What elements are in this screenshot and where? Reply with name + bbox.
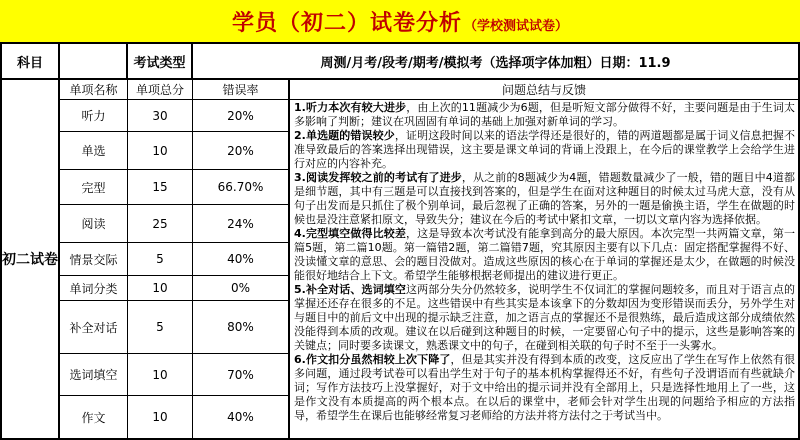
item-error: 0% (193, 276, 288, 301)
table-row (60, 132, 288, 170)
meta-row (0, 44, 800, 80)
header-item-score: 单项总分 (128, 80, 193, 100)
subject-label-cell: 科目 (2, 44, 60, 78)
exam-type-options-cell: 周测/月考/段考/期考/模拟考（选择项字体加粗）日期：11.9 (320, 55, 671, 71)
item-score: 5 (128, 301, 193, 354)
title-banner (0, 0, 800, 44)
table-row (60, 100, 288, 132)
header-error-rate: 错误率 (193, 80, 288, 100)
feedback-text (290, 100, 798, 438)
table-row (60, 243, 288, 276)
feedback-item-2: 2.单选题的错误较少，证明这段时间以来的语法学得还是很好的，错的两道题都是属于词义信息把握不准导致最后的答案选择出现错误，这主要是课文单词的背诵上没跟上，在今后的课堂教学上会给学生进行对应的内容补充。 (294, 129, 795, 170)
page-title: 学员（初二）试卷分析 (231, 10, 462, 36)
item-score: 10 (128, 132, 193, 170)
item-error: 70% (193, 354, 288, 396)
page-subtitle: （学校测试试卷） (464, 18, 569, 34)
feedback-item-5: 5.补全对话、选词填空这两部分失分仍然较多，说明学生不仅词汇的掌握问题较多，而且对于语言点的掌握还还存在很多的不足。这些错误中有些其实是本该拿下的分数却因为变形错误而丢分，另外学生对与题目中的前后文中出现的提示缺乏注意，加之语言点的掌握还不是很熟练，最后造成这部分成绩依然没能得到本质的改观。建议在以后碰到这种题目的时候，一定要留心句子中的提示，这些是影响答案的关键点；同时要多读课文，熟悉课文中的句子，在碰到相关联的句子时不至于一头雾水。 (294, 283, 795, 352)
item-error: 20% (193, 100, 288, 132)
item-name: 情景交际 (60, 243, 128, 276)
table-row (60, 276, 288, 301)
table-row (60, 301, 288, 354)
item-name: 听力 (60, 100, 128, 132)
item-score: 10 (128, 276, 193, 301)
table-row (60, 396, 288, 438)
feedback-item-4: 4.完型填空做得比较差，这是导致本次考试没有能拿到高分的最大原因。本次完型一共两篇文章，第一篇5题，第二篇10题。第一篇错2题，第二篇错7题，究其原因主要有以下几点：固定搭配掌握得不好、没读懂文章的意思、会的题目没做对。造成这些原因的核心在于单词的掌握还是太少，在做题的时候没能很好地结合上下文。希望学生能够根据老师提出的建议进行更正。 (294, 227, 795, 282)
item-score: 15 (128, 170, 193, 205)
item-score: 25 (128, 205, 193, 243)
subject-value-cell (60, 44, 128, 78)
item-name: 单选 (60, 132, 128, 170)
item-name: 补全对话 (60, 301, 128, 354)
paper-name-cell: 初二试卷 (2, 80, 60, 438)
feedback-item-3: 3.阅读发挥较之前的考试有了进步，从之前的8题减少为4题，错题数量减少了一般，错的题目中4道都是细节题，其中有三题是可以直接找到答案的，但是学生在面对这种题目的时候太过马虎大意，没有从句子出发而是只抓住了极个别单词，最后忽视了正确的答案，另外的一题是偷换主语，学生在做题的时候也是没注意紧扣原文，导致失分；建议在今后的考试中紧扣文章，一切以文章内容为选择依据。 (294, 171, 795, 226)
item-name: 选词填空 (60, 354, 128, 396)
feedback-item-1: 1.听力本次有较大进步，由上次的11题减少为6题，但是听短文部分做得不好，主要问题是由于生词太多影响了判断；建议在巩固固有单词的基础上加强对新单词的学习。 (294, 101, 795, 128)
item-name: 完型 (60, 170, 128, 205)
items-grid (60, 80, 290, 438)
item-error: 80% (193, 301, 288, 354)
item-score: 10 (128, 396, 193, 438)
exam-type-label-cell: 考试类型 (128, 44, 193, 78)
header-item-name: 单项名称 (60, 80, 128, 100)
item-score: 30 (128, 100, 193, 132)
item-score: 5 (128, 243, 193, 276)
table-row (60, 170, 288, 205)
item-error: 20% (193, 132, 288, 170)
table-row (60, 205, 288, 243)
feedback-item-6: 6.作文扣分虽然相较上次下降了，但是其实并没有得到本质的改变，这反应出了学生在写作上依然有很多问题，通过段考试卷可以看出学生对于句子的基本机构掌握得还不好，有些句子没谓语而有些就缺介词；写作方法技巧上没掌握好，对于文中给出的提示词并没有全部用上，只是选择性地用上了一些，这是作文没有本质提高的两个根本点。在以后的课堂中，老师会针对学生出现的问题给予相应的方法指导，希望学生在课后也能够经常复习老师给的方法并将方法付之于考试当中。 (294, 353, 795, 422)
feedback-column (290, 80, 798, 438)
item-name: 阅读 (60, 205, 128, 243)
item-name: 单词分类 (60, 276, 128, 301)
item-error: 40% (227, 410, 254, 424)
item-name: 作文 (60, 396, 128, 438)
table-row (60, 354, 288, 396)
item-error: 66.70% (193, 170, 288, 205)
table-body (0, 80, 800, 440)
item-error: 24% (193, 205, 288, 243)
feedback-header: 问题总结与反馈 (290, 80, 798, 100)
item-score: 10 (128, 354, 193, 396)
items-header-row (60, 80, 288, 100)
item-error: 40% (193, 243, 288, 276)
